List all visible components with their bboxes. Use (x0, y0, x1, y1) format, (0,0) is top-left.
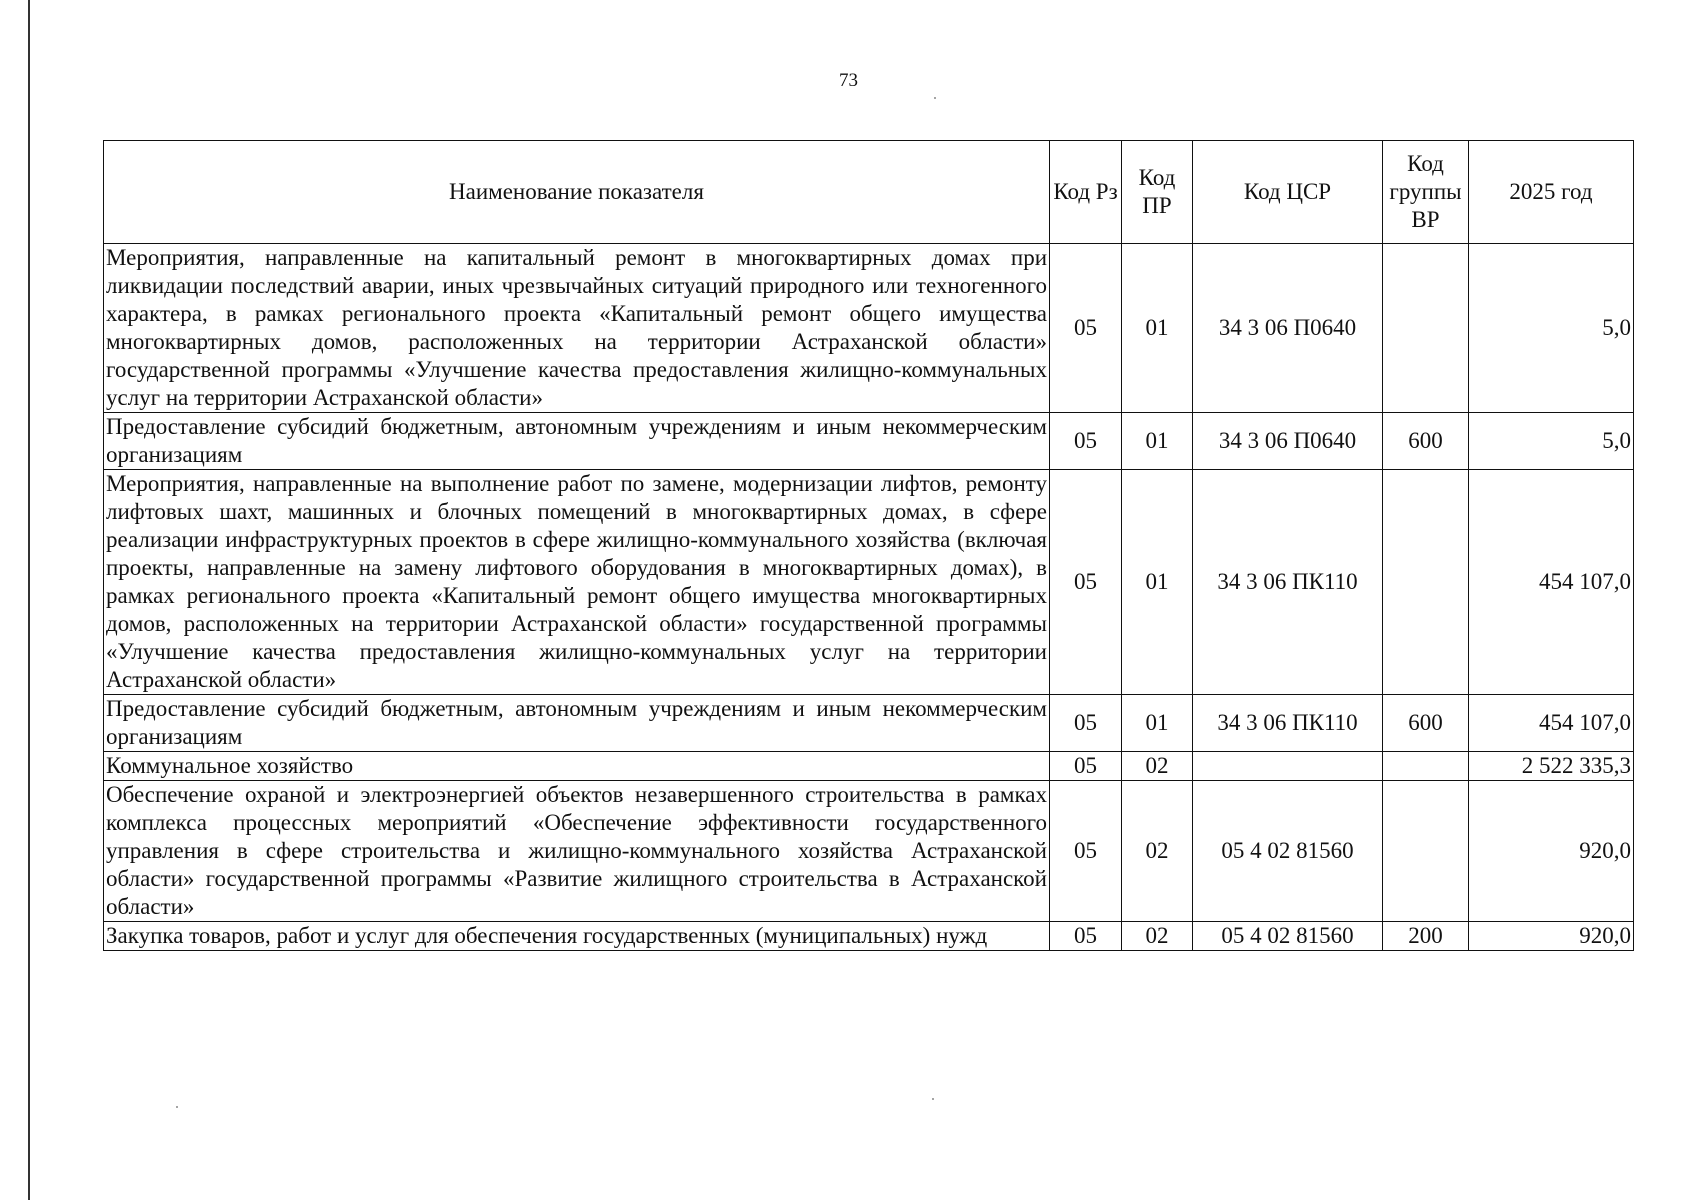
header-csr: Код ЦСР (1193, 141, 1383, 244)
scan-edge-line (28, 0, 30, 1200)
row-csr: 34 3 06 ПК110 (1193, 695, 1383, 752)
row-pr: 01 (1122, 470, 1193, 695)
table-row (104, 781, 1634, 922)
table-header-row (104, 141, 1634, 244)
row-name: Закупка товаров, работ и услуг для обеспечения государственных (муниципальных) нужд (104, 922, 1050, 951)
row-pr: 01 (1122, 244, 1193, 413)
row-name: Обеспечение охраной и электроэнергией объектов незавершенного строительства в рамках комплекса процессных мероприятий «Обеспечение эффективности государственного управления в сфере строительства и жилищно-коммунального хозяйства Астраханской области» государственной программы «Развитие жилищного строительства в Астраханской области» (104, 781, 1050, 922)
row-vr (1383, 752, 1469, 781)
row-rz: 05 (1050, 695, 1122, 752)
row-pr: 02 (1122, 922, 1193, 951)
table-row (104, 470, 1634, 695)
header-year: 2025 год (1469, 141, 1634, 244)
table-row (104, 752, 1634, 781)
page-number: 73 (839, 70, 858, 91)
row-amount: 920,0 (1469, 922, 1634, 951)
header-name: Наименование показателя (104, 141, 1050, 244)
row-amount: 920,0 (1469, 781, 1634, 922)
row-csr: 34 3 06 П0640 (1193, 244, 1383, 413)
row-csr: 05 4 02 81560 (1193, 781, 1383, 922)
table-row (104, 922, 1634, 951)
row-csr: 34 3 06 ПК110 (1193, 470, 1383, 695)
budget-table (103, 140, 1634, 951)
scan-speck (934, 97, 936, 99)
row-vr: 600 (1383, 413, 1469, 470)
scan-speck (932, 1098, 934, 1100)
header-pr: Код ПР (1122, 141, 1193, 244)
row-name: Предоставление субсидий бюджетным, автономным учреждениям и иным некоммерческим организациям (104, 413, 1050, 470)
row-vr: 200 (1383, 922, 1469, 951)
row-amount: 454 107,0 (1469, 695, 1634, 752)
row-name: Мероприятия, направленные на выполнение работ по замене, модернизации лифтов, ремонту лифтовых шахт, машинных и блочных помещений в многоквартирных домах, в сфере реализации инфраструктурных проектов в сфере жилищно-коммунального хозяйства (включая проекты, направленные на замену лифтового оборудования в многоквартирных домах), в рамках регионального проекта «Капитальный ремонт общего имущества многоквартирных домов, расположенных на территории Астраханской области» государственной программы «Улучшение качества предоставления жилищно-коммунальных услуг на территории Астраханской области» (104, 470, 1050, 695)
row-csr (1193, 752, 1383, 781)
row-name: Мероприятия, направленные на капитальный ремонт в многоквартирных домах при ликвидации последствий аварии, иных чрезвычайных ситуаций природного или техногенного характера, в рамках регионального проекта «Капитальный ремонт общего имущества многоквартирных домов, расположенных на территории Астраханской области» государственной программы «Улучшение качества предоставления жилищно-коммунальных услуг на территории Астраханской области» (104, 244, 1050, 413)
row-pr: 02 (1122, 752, 1193, 781)
table-row (104, 244, 1634, 413)
row-rz: 05 (1050, 244, 1122, 413)
row-name: Предоставление субсидий бюджетным, автономным учреждениям и иным некоммерческим организациям (104, 695, 1050, 752)
row-vr (1383, 470, 1469, 695)
header-vr: Код группы ВР (1383, 141, 1469, 244)
row-amount: 2 522 335,3 (1469, 752, 1634, 781)
row-amount: 5,0 (1469, 413, 1634, 470)
row-amount: 454 107,0 (1469, 470, 1634, 695)
row-pr: 01 (1122, 695, 1193, 752)
row-name: Коммунальное хозяйство (104, 752, 1050, 781)
row-rz: 05 (1050, 752, 1122, 781)
row-vr (1383, 781, 1469, 922)
table-row (104, 695, 1634, 752)
row-pr: 01 (1122, 413, 1193, 470)
row-rz: 05 (1050, 922, 1122, 951)
row-amount: 5,0 (1469, 244, 1634, 413)
row-vr: 600 (1383, 695, 1469, 752)
scan-speck (176, 1106, 178, 1108)
table-row (104, 413, 1634, 470)
row-csr: 34 3 06 П0640 (1193, 413, 1383, 470)
row-vr (1383, 244, 1469, 413)
row-rz: 05 (1050, 470, 1122, 695)
row-rz: 05 (1050, 781, 1122, 922)
row-pr: 02 (1122, 781, 1193, 922)
header-rz: Код Рз (1050, 141, 1122, 244)
row-csr: 05 4 02 81560 (1193, 922, 1383, 951)
row-rz: 05 (1050, 413, 1122, 470)
